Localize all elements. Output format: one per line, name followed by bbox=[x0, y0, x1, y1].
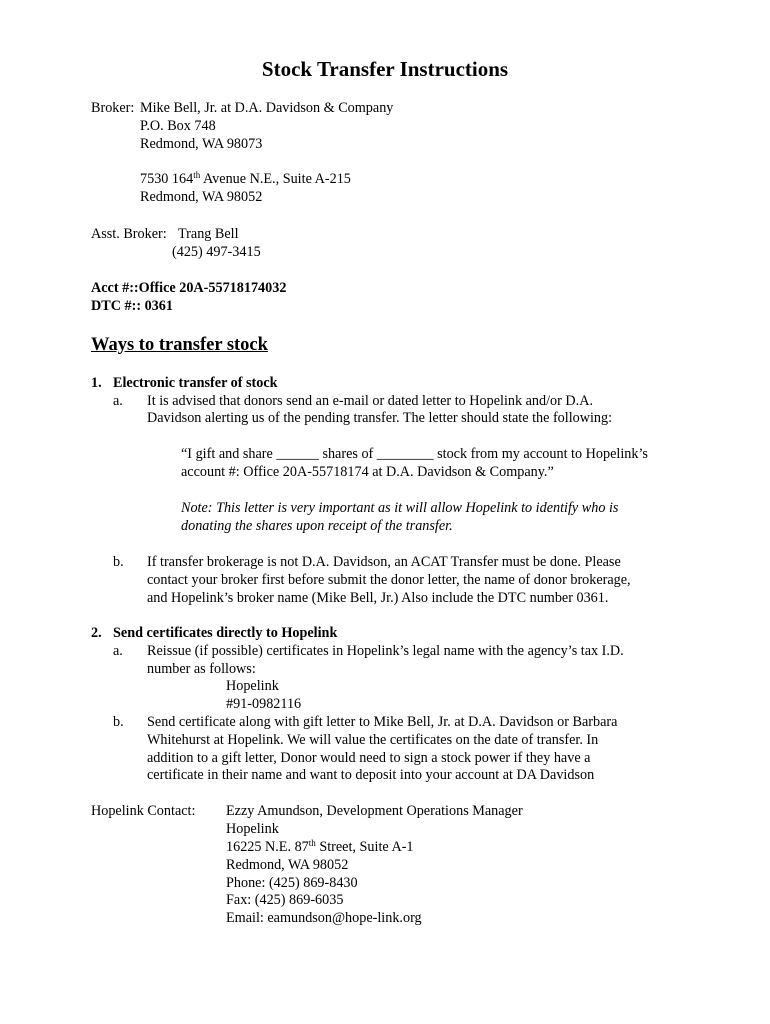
method1-a-line2: Davidson alerting us of the pending transfer. The letter should state the following: bbox=[147, 410, 613, 426]
method2-a-line1: Reissue (if possible) certificates in Hopelink’s legal name with the agency’s tax I.D. bbox=[147, 643, 624, 659]
broker-po-box: P.O. Box 748 bbox=[140, 118, 216, 134]
contact-email[interactable]: Email: eamundson@hope-link.org bbox=[226, 910, 422, 926]
method1-number: 1. bbox=[91, 375, 102, 391]
note-line2: donating the shares upon receipt of the transfer. bbox=[181, 518, 453, 534]
asst-broker-name: Trang Bell bbox=[178, 226, 239, 242]
page-title: Stock Transfer Instructions bbox=[261, 57, 509, 81]
method1-a-marker: a. bbox=[113, 393, 123, 409]
method2-b-line3: addition to a gift letter, Donor would need to sign a stock power if they have a bbox=[147, 750, 591, 766]
method2-title: Send certificates directly to Hopelink bbox=[113, 625, 338, 641]
tax-id: #91-0982116 bbox=[226, 696, 302, 712]
dtc-number: DTC #:: 0361 bbox=[91, 298, 173, 314]
method2-a-marker: a. bbox=[113, 643, 123, 659]
method2-b-line2: Whitehurst at Hopelink. We will value the certificates on the date of transfer. In bbox=[147, 732, 599, 748]
method2-number: 2. bbox=[91, 625, 102, 641]
note-line1: Note: This letter is very important as it will allow Hopelink to identify who is bbox=[181, 500, 619, 516]
method1-b-line1: If transfer brokerage is not D.A. Davidson, an ACAT Transfer must be done. Please bbox=[147, 554, 621, 570]
contact-phone: Phone: (425) 869-8430 bbox=[226, 875, 358, 891]
letter-quote-line2: account #: Office 20A-55718174 at D.A. Davidson & Company.” bbox=[181, 464, 554, 480]
section-heading: Ways to transfer stock bbox=[91, 335, 268, 355]
method2-b-marker: b. bbox=[113, 714, 124, 730]
contact-org: Hopelink bbox=[226, 821, 279, 837]
broker-street: 7530 164th Avenue N.E., Suite A-215 bbox=[140, 170, 351, 187]
method1-b-line2: contact your broker first before submit the donor letter, the name of donor brokerage, bbox=[147, 572, 631, 588]
asst-broker-phone: (425) 497-3415 bbox=[172, 244, 261, 260]
broker-street-city: Redmond, WA 98052 bbox=[140, 189, 263, 205]
method2-a-line2: number as follows: bbox=[147, 661, 256, 677]
letter-quote-line1: “I gift and share ______ shares of ________ stock from my account to Hopelink’s bbox=[181, 446, 648, 462]
contact-fax: Fax: (425) 869-6035 bbox=[226, 892, 344, 908]
broker-po-city: Redmond, WA 98073 bbox=[140, 136, 263, 152]
contact-label: Hopelink Contact: bbox=[91, 803, 196, 819]
method2-b-line1: Send certificate along with gift letter to Mike Bell, Jr. at D.A. Davidson or Barbara bbox=[147, 714, 618, 730]
contact-name: Ezzy Amundson, Development Operations Manager bbox=[226, 803, 523, 819]
contact-street: 16225 N.E. 87th Street, Suite A-1 bbox=[226, 838, 414, 855]
method1-b-marker: b. bbox=[113, 554, 124, 570]
asst-broker-label: Asst. Broker: bbox=[91, 226, 167, 242]
method1-title: Electronic transfer of stock bbox=[113, 375, 278, 391]
account-number: Acct #::Office 20A-55718174032 bbox=[91, 280, 287, 296]
contact-city: Redmond, WA 98052 bbox=[226, 857, 349, 873]
method1-b-line3: and Hopelink’s broker name (Mike Bell, Jr.) Also include the DTC number 0361. bbox=[147, 590, 609, 606]
method1-a-line1: It is advised that donors send an e-mail or dated letter to Hopelink and/or D.A. bbox=[147, 393, 594, 409]
broker-label: Broker: bbox=[91, 100, 135, 116]
broker-name: Mike Bell, Jr. at D.A. Davidson & Company bbox=[140, 100, 394, 116]
org-name: Hopelink bbox=[226, 678, 279, 694]
method2-b-line4: certificate in their name and want to deposit into your account at DA Davidson bbox=[147, 767, 595, 783]
